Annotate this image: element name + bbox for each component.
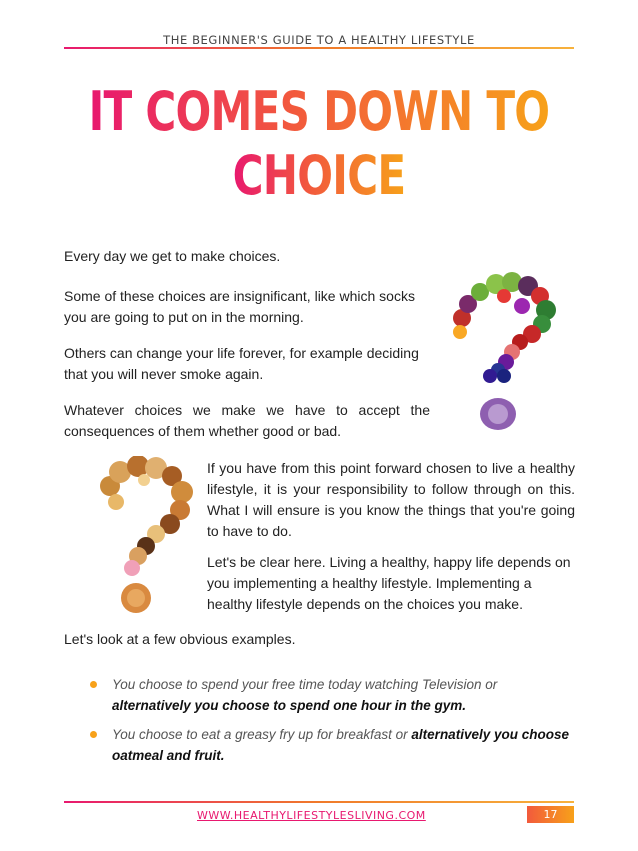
list-item — [90, 724, 570, 766]
paragraph-6: Let's be clear here. Living a healthy, happy life depends on you implementing a healthy lifestyle. Implementing a healthy lifestyle depends on the choices you make. — [207, 554, 571, 612]
list-item-emphasis: alternatively you choose oatmeal and fruit. — [112, 727, 569, 763]
footer-website-link[interactable]: WWW.HEALTHYLIFESTYLESLIVING.COM — [197, 809, 426, 822]
page-title — [70, 80, 568, 208]
paragraph-4: Whatever choices we make we have to accept the consequences of them whether good or bad. — [64, 402, 430, 439]
paragraph-2: Some of these choices are insignificant, like which socks you are going to put on in the morning. — [64, 288, 415, 325]
paragraph-7: Let's look at a few obvious examples. — [64, 631, 296, 647]
list-item — [90, 674, 570, 716]
bullet-dot — [90, 681, 97, 688]
title-line-1: IT COMES DOWN TO — [88, 80, 550, 143]
page-number: 17 — [527, 806, 574, 823]
fruit-question-mark-image — [440, 266, 570, 436]
list-item-emphasis: alternatively you choose to spend one hour in the gym. — [112, 698, 467, 713]
junk-food-question-mark-image — [92, 456, 202, 616]
paragraph-1: Every day we get to make choices. — [64, 248, 281, 264]
examples-list — [90, 674, 570, 774]
footer-rule — [64, 801, 574, 803]
paragraph-3: Others can change your life forever, for example deciding that you will never smoke again. — [64, 345, 419, 382]
paragraph-5: If you have from this point forward chosen to live a healthy lifestyle, it is your responsibility to follow through on this. What I will ensure is you know the things that you're going to have to do. — [207, 460, 575, 539]
header-rule — [64, 47, 574, 49]
list-item-text: You choose to spend your free time today watching Television or — [112, 677, 498, 692]
list-item-text: You choose to eat a greasy fry up for breakfast or — [112, 727, 412, 742]
bullet-dot — [90, 731, 97, 738]
running-header: THE BEGINNER'S GUIDE TO A HEALTHY LIFESTYLE — [163, 33, 475, 47]
title-line-2: CHOICE — [232, 144, 406, 207]
